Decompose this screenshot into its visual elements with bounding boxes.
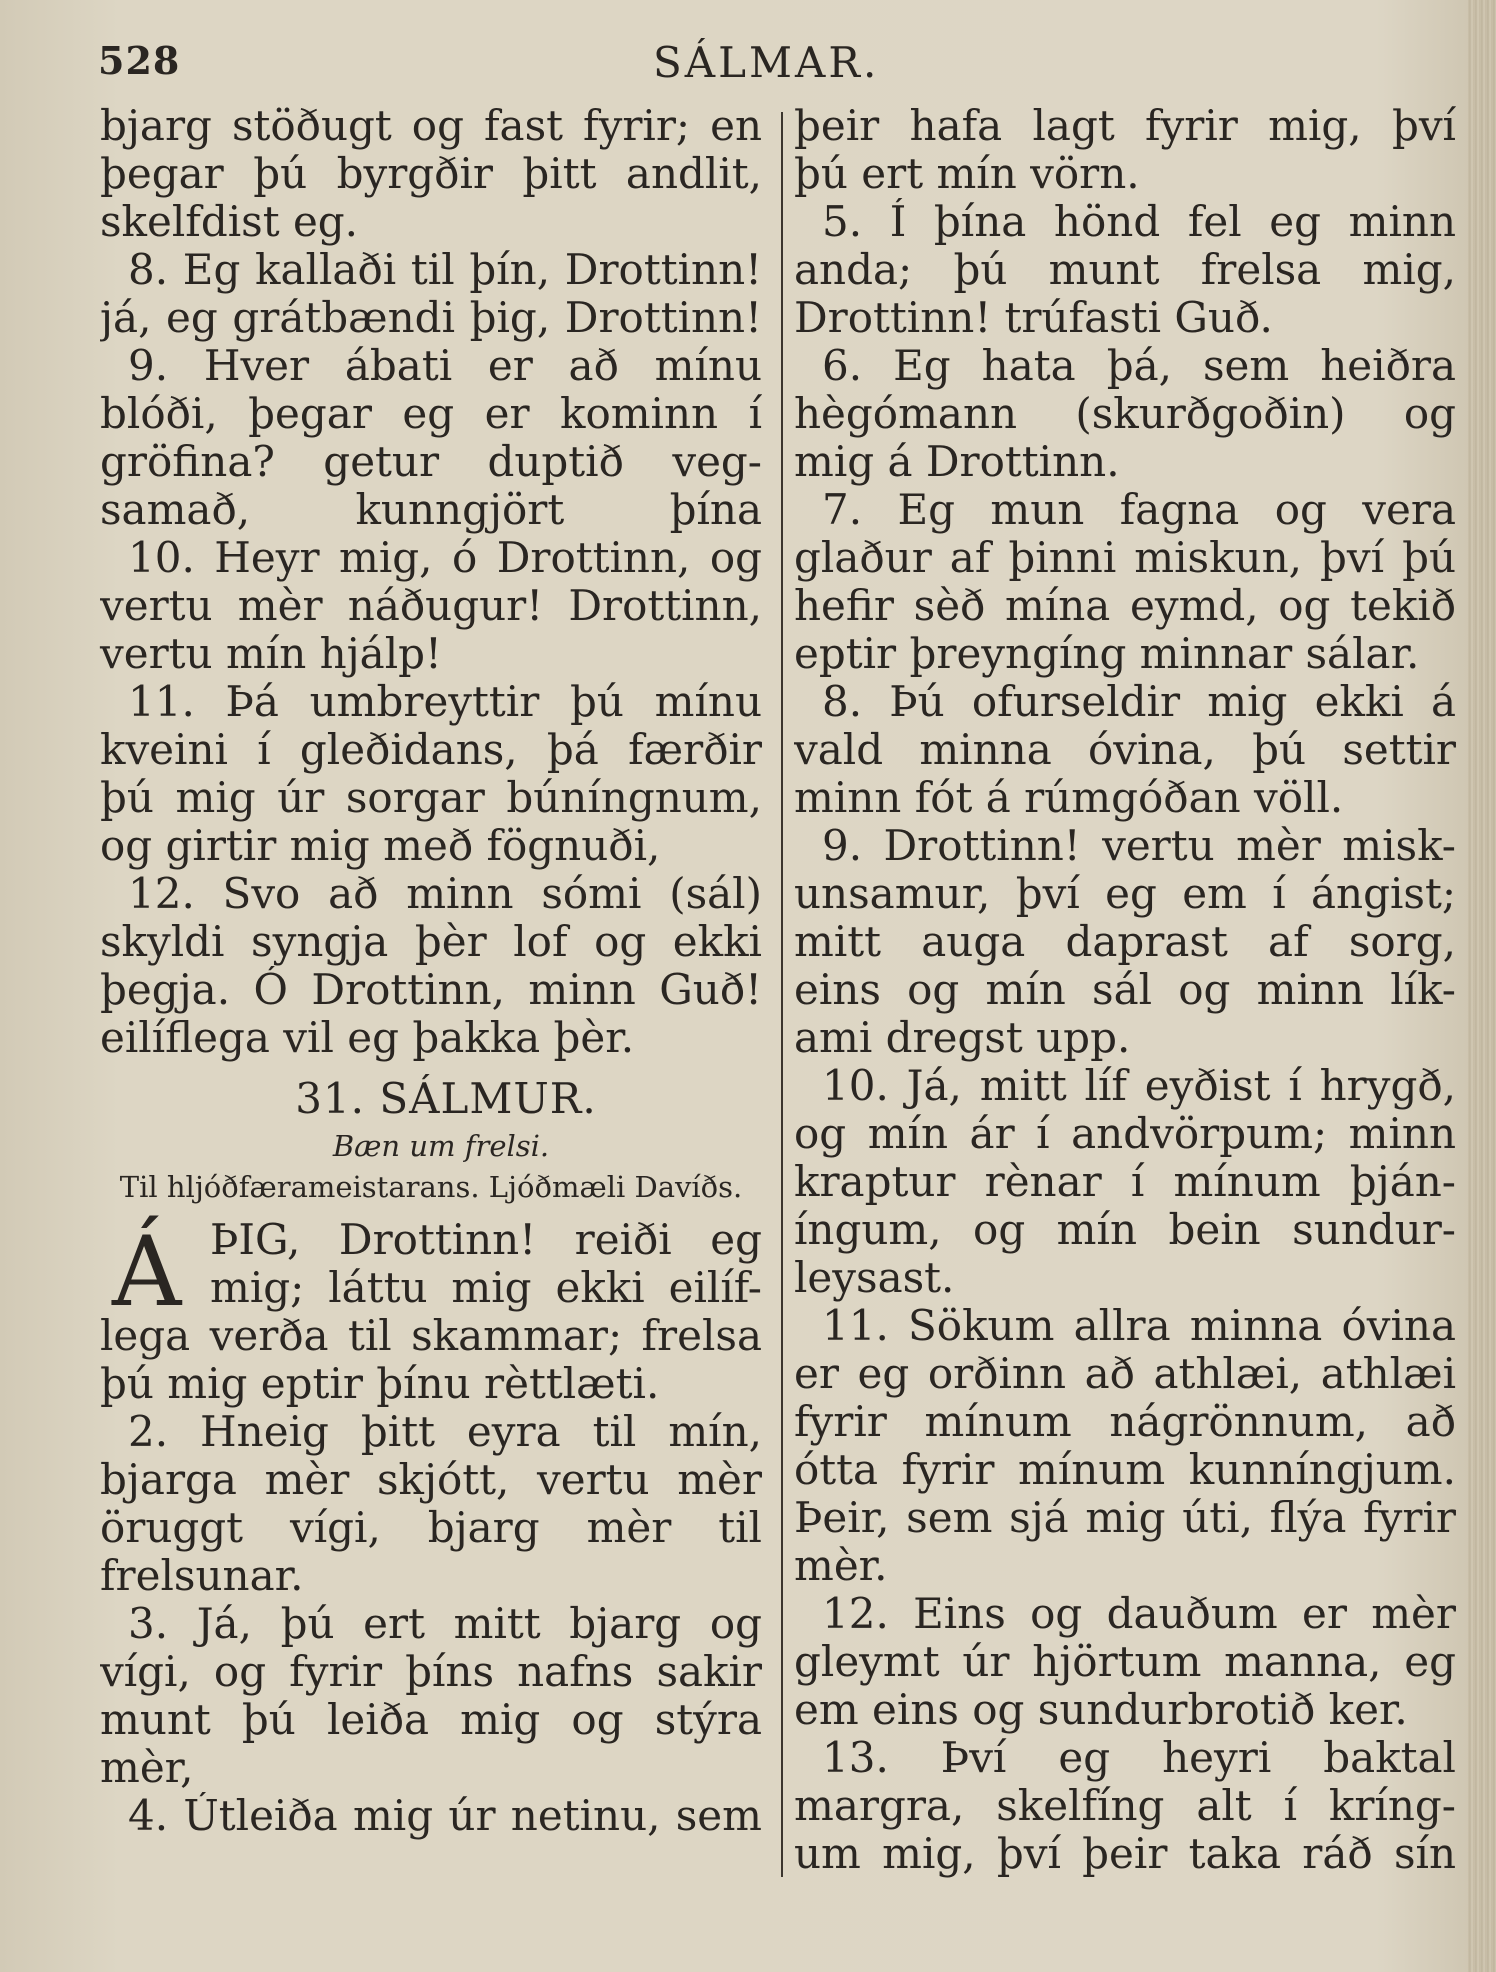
text-line: bjarg stöðugt og fast fyrir; en (100, 102, 762, 150)
verse-line: 2. Hneig þitt eyra til mín, (128, 1408, 762, 1456)
text-line: vald minna óvina, þú settir (794, 726, 1456, 774)
text-line: mèr, (100, 1743, 194, 1792)
verse-line: 9. Drottinn! vertu mèr misk- (822, 822, 1456, 870)
verse-line: 4. Útleiða mig úr netinu, sem (128, 1792, 762, 1840)
text-line: skyldi syngja þèr lof og ekki (100, 918, 762, 966)
text-line: unsamur, því eg em í ángist; (794, 870, 1456, 918)
text-line: eins og mín sál og minn lík- (794, 966, 1456, 1014)
verse-line: 11. Sökum allra minna óvina (822, 1302, 1456, 1350)
text-line: fyrir mínum nágrönnum, að (794, 1398, 1456, 1446)
psalm-subtitle: Bæn um frelsi. (332, 1129, 550, 1163)
verse-line: 8. Eg kallaði til þín, Drottinn! (128, 246, 762, 294)
text-line: þeir hafa lagt fyrir mig, því (794, 102, 1456, 150)
text-line: kveini í gleðidans, þá færðir (100, 726, 762, 774)
psalm-title: 31. SÁLMUR. (295, 1074, 597, 1123)
text-line: þegar þú byrgðir þitt andlit, (100, 150, 762, 198)
psalm-attribution: Til hljóðfærameistarans. Ljóðmæli Davíðs. (119, 1170, 743, 1204)
text-line: já, eg grátbændi þig, Drottinn! (100, 294, 762, 342)
verse-line: 11. Þá umbreyttir þú mínu (128, 678, 762, 726)
text-line: skelfdist eg. (100, 197, 359, 246)
running-title: SÁLMAR. (653, 38, 880, 87)
text-line: anda; þú munt frelsa mig, (794, 246, 1456, 294)
verse-line: 8. Þú ofurseldir mig ekki á (822, 678, 1456, 726)
text-line: um mig, því þeir taka ráð sín (794, 1830, 1456, 1878)
text-line: hefir sèð mína eymd, og tekið (794, 582, 1456, 630)
text-line: Þeir, sem sjá mig úti, flýa fyrir (794, 1494, 1456, 1542)
text-line: og mín ár í andvörpum; minn (794, 1110, 1456, 1158)
text-line: lega verða til skammar; frelsa (100, 1312, 762, 1360)
page-number: 528 (98, 38, 181, 83)
text-line: og girtir mig með fögnuði, (100, 821, 661, 870)
verse-line: 12. Eins og dauðum er mèr (822, 1590, 1456, 1638)
text-line: minn fót á rúmgóðan völl. (794, 773, 1344, 822)
text-line: margra, skelfíng alt í kríng- (794, 1782, 1456, 1830)
verse-line: 10. Já, mitt líf eyðist í hrygð, (822, 1062, 1456, 1110)
left-column (100, 102, 762, 1840)
text-line: þú ert mín vörn. (794, 149, 1140, 198)
dropcap-letter: Á (112, 1216, 182, 1328)
text-line: bjarga mèr skjótt, vertu mèr (100, 1456, 762, 1504)
text-line: vertu mín hjálp! (100, 629, 442, 678)
verse-line: 13. Því eg heyri baktal (822, 1734, 1456, 1782)
verse-line: 12. Svo að minn sómi (sál) (128, 870, 762, 918)
text-line: vertu mèr náðugur! Drottinn, (100, 582, 762, 630)
text-line: hègómann (skurðgoðin) og (794, 390, 1456, 438)
text-line: em eins og sundurbrotið ker. (794, 1685, 1408, 1734)
text-line: samað, kunngjört þína (100, 486, 762, 534)
text-line: íngum, og mín bein sundur- (794, 1206, 1456, 1254)
text-line: kraptur rènar í mínum þján- (794, 1158, 1456, 1206)
text-line: Drottinn! trúfasti Guð. (794, 293, 1273, 342)
text-line: mitt auga daprast af sorg, (794, 918, 1456, 966)
text-line: ÞIG, Drottinn! reiði eg (210, 1216, 762, 1264)
text-line: þú mig eptir þínu rèttlæti. (100, 1359, 660, 1408)
text-line: vígi, og fyrir þíns nafns sakir (100, 1648, 762, 1696)
right-column (794, 102, 1456, 1878)
column-divider (781, 112, 783, 1877)
text-line: ami dregst upp. (794, 1013, 1131, 1062)
text-line: mig; láttu mig ekki eilíf- (210, 1264, 762, 1312)
text-line: gröfina? getur duptið veg- (100, 438, 762, 486)
verse-line: 5. Í þína hönd fel eg minn (822, 198, 1456, 246)
text-line: eilíflega vil eg þakka þèr. (100, 1013, 635, 1062)
text-line: eptir þreyngíng minnar sálar. (794, 629, 1420, 678)
text-line: mig á Drottinn. (794, 437, 1120, 486)
text-line: leysast. (794, 1253, 955, 1302)
text-line: þú mig úr sorgar búníngnum, (100, 774, 762, 822)
verse-line: 10. Heyr mig, ó Drottinn, og (128, 534, 762, 582)
text-line: þegja. Ó Drottinn, minn Guð! (100, 966, 762, 1014)
text-line: munt þú leiða mig og stýra (100, 1696, 762, 1744)
text-line: ótta fyrir mínum kunníngjum. (794, 1446, 1456, 1494)
text-line: öruggt vígi, bjarg mèr til (100, 1504, 762, 1552)
text-line: glaður af þinni miskun, því þú (794, 534, 1456, 582)
verse-line: 9. Hver ábati er að mínu (128, 342, 762, 390)
dropcap-paragraph (100, 1216, 762, 1328)
text-line: blóði, þegar eg er kominn í (100, 390, 762, 438)
page-header (98, 38, 1418, 98)
text-line: er eg orðinn að athlæi, athlæi (794, 1350, 1456, 1398)
verse-line: 3. Já, þú ert mitt bjarg og (128, 1600, 762, 1648)
verse-line: 6. Eg hata þá, sem heiðra (822, 342, 1456, 390)
text-line: frelsunar. (100, 1551, 304, 1600)
verse-line: 7. Eg mun fagna og vera (822, 486, 1456, 534)
text-line: mèr. (794, 1541, 888, 1590)
text-line: gleymt úr hjörtum manna, eg (794, 1638, 1456, 1686)
page-edge (1468, 0, 1496, 1972)
